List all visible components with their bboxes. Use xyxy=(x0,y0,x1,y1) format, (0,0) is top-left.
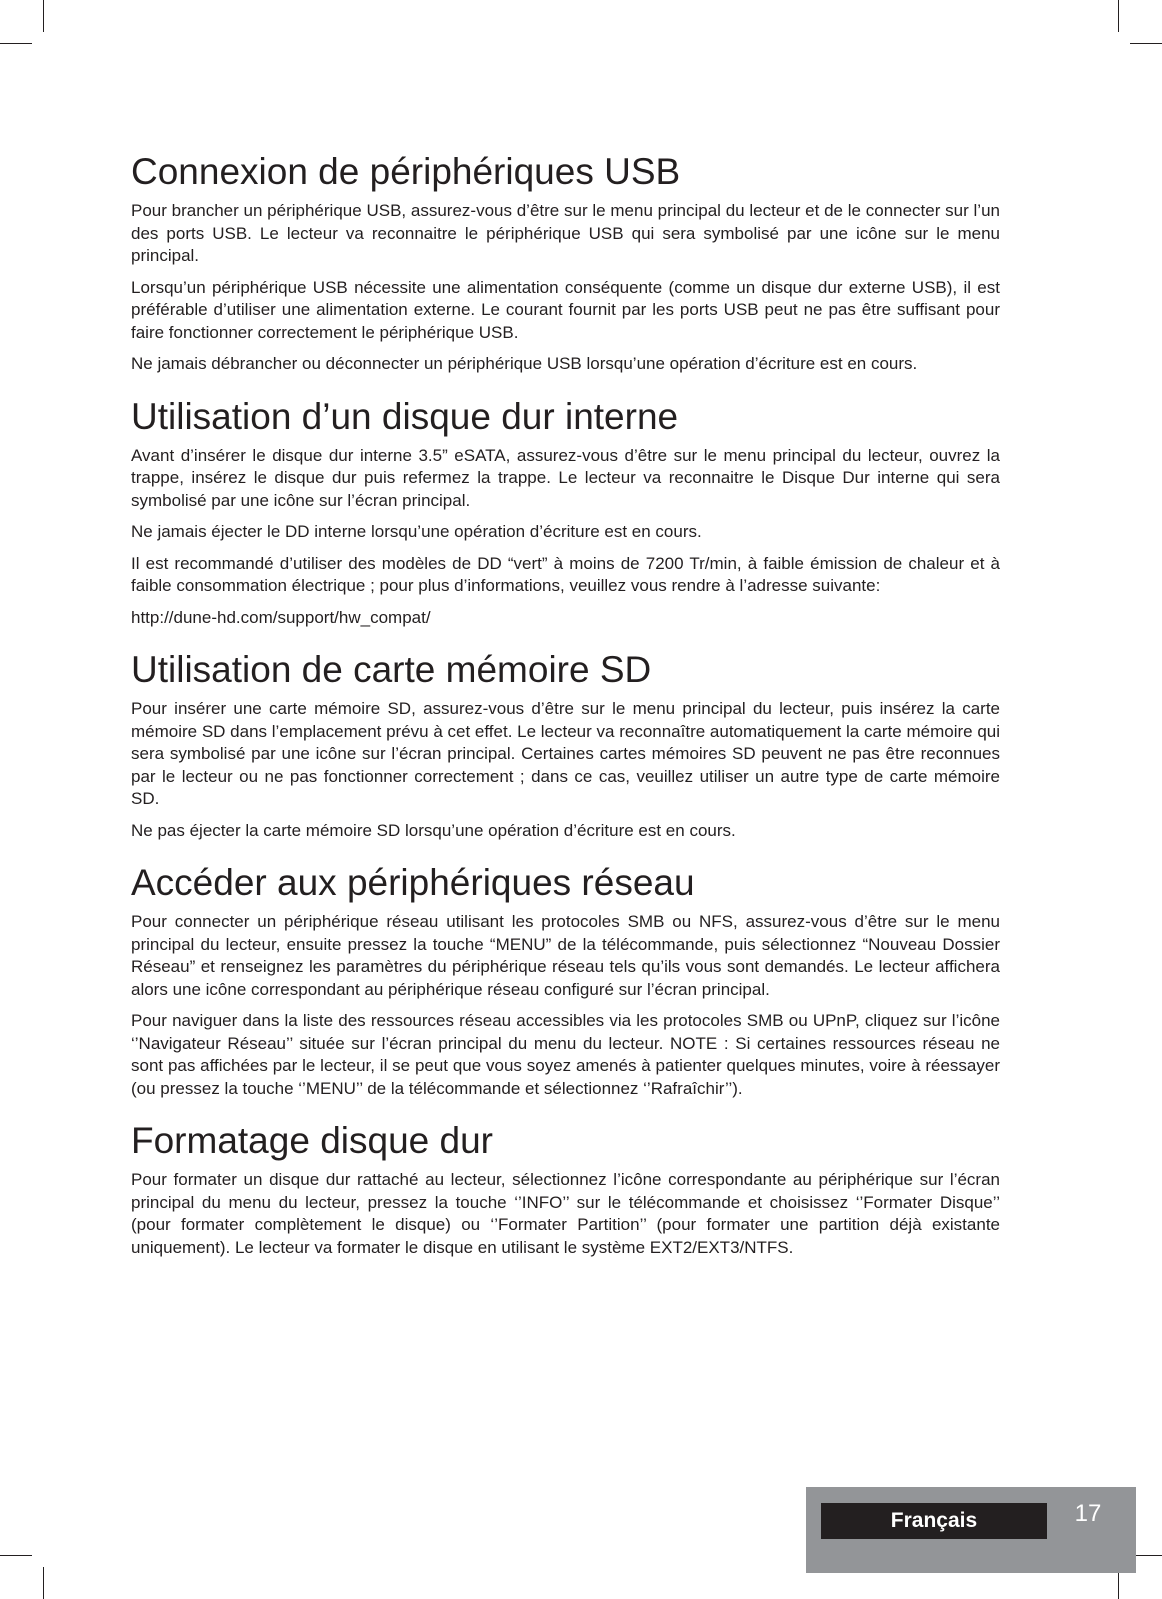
paragraph: Pour connecter un périphérique réseau utilisant les protocoles SMB ou NFS, assurez-vous d’être sur le menu principal du lecteur, ensuite pressez la touche “MENU” de la télécommande, puis sélectionnez “Nouveau Dossier Réseau” et renseignez les paramètres du périphérique réseau tels qu’ils vous sont demandés. Le lecteur affichera alors une icône correspondant au périphérique réseau configuré sur l’écran principal. xyxy=(131,912,1000,999)
section-sd-card xyxy=(131,648,1000,842)
paragraph: Pour naviguer dans la liste des ressources réseau accessibles via les protocoles SMB ou UPnP, cliquez sur l’icône ‘’Navigateur Réseau’’ située sur l’écran principal du menu du lecteur. NOTE : Si certaines ressources réseau ne sont pas affichées par le lecteur, il se peut que vous soyez amenés à patienter quelques minutes, voire à réessayer (ou pressez la touche ‘’MENU’’ de la télécommande et sélectionnez ‘’Rafraîchir’’). xyxy=(131,1011,1000,1098)
paragraph: Pour formater un disque dur rattaché au lecteur, sélectionnez l’icône correspondante au périphérique sur l’écran principal du menu du lecteur, pressez la touche ‘’INFO’’ sur le télécommande et choisissez ‘’Formater Disque’’ (pour formater complètement le disque) ou ‘’Formater Partition’’ (pour formater une partition déjà existante uniquement). Le lecteur va formater le disque en utilisant le système EXT2/EXT3/NTFS. xyxy=(131,1170,1000,1257)
paragraph: Lorsqu’un périphérique USB nécessite une alimentation conséquente (comme un disque dur externe USB), il est préférable d’utiliser une alimentation externe. Le courant fournit par les ports USB peut ne pas être suffisant pour faire fonctionner correctement le périphérique USB. xyxy=(131,277,1000,342)
page-content xyxy=(131,150,1000,1278)
paragraph: Pour insérer une carte mémoire SD, assurez-vous d’être sur le menu principal du lecteur, puis insérez la carte mémoire SD dans l’emplacement prévu à cet effet. Le lecteur va reconnaître automatiquement la carte mémoire qui sera symbolisé par une icône sur l’écran principal. Certaines cartes mémoires SD peuvent ne pas être reconnues par le lecteur ou ne pas fonctionner correctement ; dans ce cas, veuillez utiliser un autre type de carte mémoire SD. xyxy=(131,699,1001,808)
crop-mark xyxy=(0,43,32,44)
section-heading: Utilisation d’un disque dur interne xyxy=(131,395,679,437)
section-heading: Connexion de périphériques USB xyxy=(131,151,681,192)
section-internal-hdd xyxy=(131,395,1000,630)
section-usb-devices xyxy=(131,150,1000,376)
crop-mark xyxy=(0,1555,32,1556)
page-number: 17 xyxy=(1074,1500,1102,1527)
crop-mark xyxy=(43,0,44,32)
crop-mark xyxy=(43,1567,44,1599)
section-network-devices xyxy=(131,861,1000,1100)
footer-tab xyxy=(806,1487,1136,1573)
paragraph: Il est recommandé d’utiliser des modèles de DD “vert” à moins de 7200 Tr/min, à faible émission de chaleur et à faible consommation électrique ; pour plus d’informations, veuillez vous rendre à l’adresse suivante: xyxy=(131,553,1000,595)
paragraph: Ne jamais débrancher ou déconnecter un périphérique USB lorsqu’une opération d’écriture est en cours. xyxy=(131,354,918,373)
compat-url: http://dune-hd.com/support/hw_compat/ xyxy=(131,607,431,627)
paragraph: Ne jamais éjecter le DD interne lorsqu’une opération d’écriture est en cours. xyxy=(131,522,702,541)
crop-mark xyxy=(1130,43,1162,44)
section-heading: Formatage disque dur xyxy=(131,1120,493,1161)
paragraph: Pour brancher un périphérique USB, assurez-vous d’être sur le menu principal du lecteur et de le connecter sur l’un des ports USB. Le lecteur va reconnaitre le périphérique USB qui sera symbolisé par une icône sur le menu principal. xyxy=(131,201,1000,265)
section-heading: Utilisation de carte mémoire SD xyxy=(131,649,652,690)
language-label: Français xyxy=(821,1503,1047,1539)
crop-mark xyxy=(1118,0,1119,32)
paragraph: Ne pas éjecter la carte mémoire SD lorsqu’une opération d’écriture est en cours. xyxy=(131,820,736,840)
paragraph: Avant d’insérer le disque dur interne 3.5” eSATA, assurez-vous d’être sur le menu principal du lecteur, ouvrez la trappe, insérez le disque dur puis refermez la trappe. Le lecteur va reconnaitre le Disque Dur interne qui sera symbolisé par une icône sur l’écran principal. xyxy=(131,445,1000,510)
section-heading: Accéder aux périphériques réseau xyxy=(131,862,695,903)
section-hdd-format xyxy=(131,1119,1000,1259)
